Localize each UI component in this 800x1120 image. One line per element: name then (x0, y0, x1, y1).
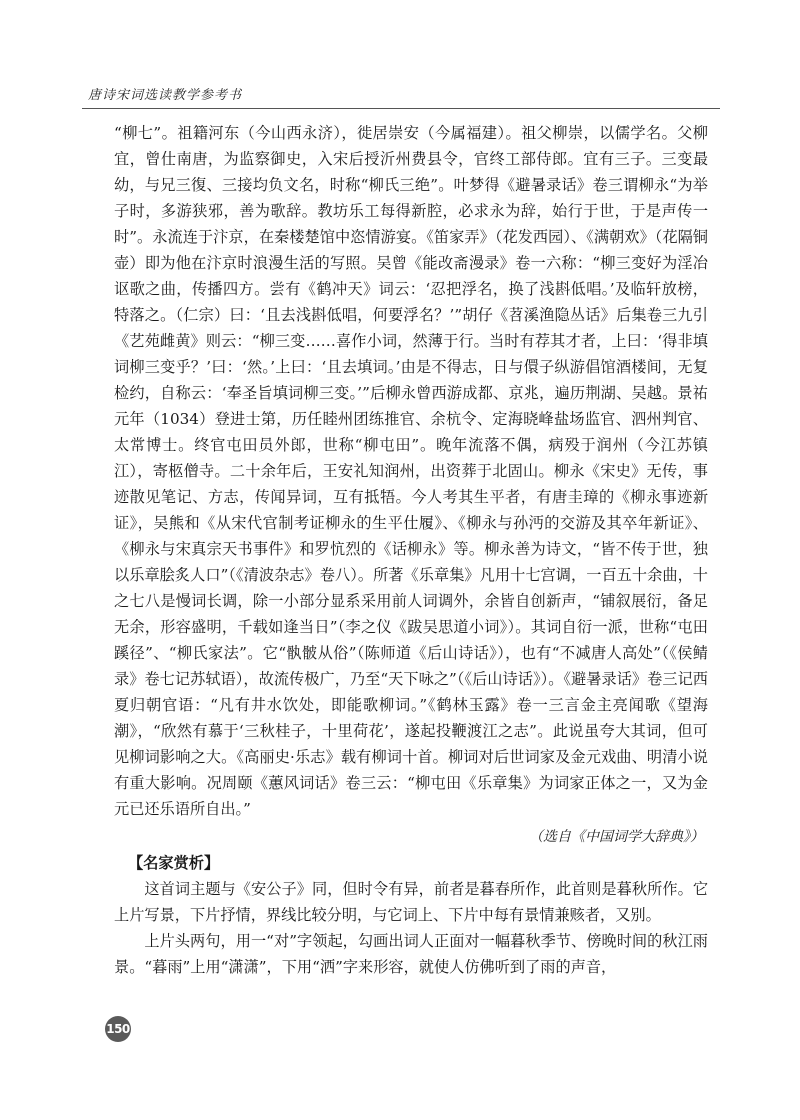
main-text-block (114, 120, 708, 980)
biography-paragraph: “柳七”。祖籍河东（今山西永济），徙居崇安（今属福建）。祖父柳崇，以儒学名。父柳宜，曾仕南唐，为监察御史，入宋后授沂州费县令，官终工部侍郎。宜有三子。三变最幼，与兄三復、三接均负文名，时称“柳氏三绝”。叶梦得《避暑录话》卷三谓柳永“为举子时，多游狭邪，善为歌辞。教坊乐工每得新腔，必求永为辞，始行于世，于是声传一时”。永流连于汴京，在秦楼楚馆中恣情游宴。《笛家弄》（花发西园）、《满朝欢》（花隔铜壶）即为他在汴京时浪漫生活的写照。吴曾《能改斋漫录》卷一六称：“柳三变好为淫冶讴歌之曲，传播四方。尝有《鹤冲天》词云：‘忍把浮名，换了浅斟低唱。’及临轩放榜，特落之。（仁宗）曰：‘且去浅斟低唱，何要浮名？’”胡仔《苕溪渔隐丛话》后集卷三九引《艺苑雌黄》则云：“柳三变……喜作小词，然薄于行。当时有荐其才者，上曰：‘得非填词柳三变乎？’曰：‘然。’上曰：‘且去填词。’由是不得志，日与儇子纵游倡馆酒楼间，无复检约，自称云：‘奉圣旨填词柳三变。’”后柳永曾西游成都、京兆，遍历荆湖、吴越。景祐元年（1034）登进士第，历任睦州团练推官、余杭令、定海晓峰盐场监官、泗州判官、太常博士。终官屯田员外郎，世称“柳屯田”。晚年流落不偶，病殁于润州（今江苏镇江），寄柩僧寺。二十余年后，王安礼知润州，出资葬于北固山。柳永《宋史》无传，事迹散见笔记、方志，传闻异词，互有抵牾。今人考其生平者，有唐圭璋的《柳永事迹新证》，吴熊和《从宋代官制考证柳永的生平仕履》、《柳永与孙沔的交游及其卒年新证》、《柳永与宋真宗天书事件》和罗忼烈的《话柳永》等。柳永善为诗文，“皆不传于世，独以乐章脍炙人口”（《清波杂志》卷八）。所著《乐章集》凡用十七宫调，一百五十余曲，十之七八是慢词长调，除一小部分显系采用前人词调外，余皆自创新声，“铺叙展衍，备足无余，形容盛明，千载如逢当日”（李之仪《跋吴思道小词》）。其词自衍一派，世称“屯田蹊径”、“柳氏家法”。它“骫骳从俗”（陈师道《后山诗话》），也有“不减唐人高处”（《侯鲭录》卷七记苏轼语），故流传极广，乃至“天下咏之”（《后山诗话》）。《避暑录话》卷三记西夏归朝官语：“凡有井水饮处，即能歌柳词。”《鹤林玉露》卷一三言金主亮闻歌《望海潮》，“欣然有慕于‘三秋桂子，十里荷花’，遂起投鞭渡江之志”。此说虽夸大其词，但可见柳词影响之大。《高丽史·乐志》载有柳词十首。柳词对后世词家及金元戏曲、明清小说有重大影响。况周颐《蕙风词话》卷三云：“柳屯田《乐章集》为词家正体之一，又为金元已还乐语所自出。” (114, 124, 708, 818)
appreciation-paragraph-1: 这首词主题与《安公子》同，但时令有异，前者是暮春所作，此首则是暮秋所作。它上片写景，下片抒情，界线比较分明，与它词上、下片中每有景情兼赅者，又别。 (114, 880, 708, 924)
section-heading-appreciation: 【名家赏析】 (128, 854, 220, 872)
source-citation: （选自《中国词学大辞典》） (529, 829, 704, 845)
page-number-badge (105, 1016, 131, 1042)
running-head-title: 唐诗宋词选读教学参考书 (88, 88, 243, 103)
page-number: 150 (106, 1022, 130, 1036)
header-divider (82, 108, 720, 109)
appreciation-paragraph-2: 上片头两句，用一“对”字领起，勾画出词人正面对一幅暮秋季节、傍晚时间的秋江雨景。“暮雨”上用“潇潇”，下用“洒”字来形容，就使人仿佛听到了雨的声音， (114, 932, 708, 976)
